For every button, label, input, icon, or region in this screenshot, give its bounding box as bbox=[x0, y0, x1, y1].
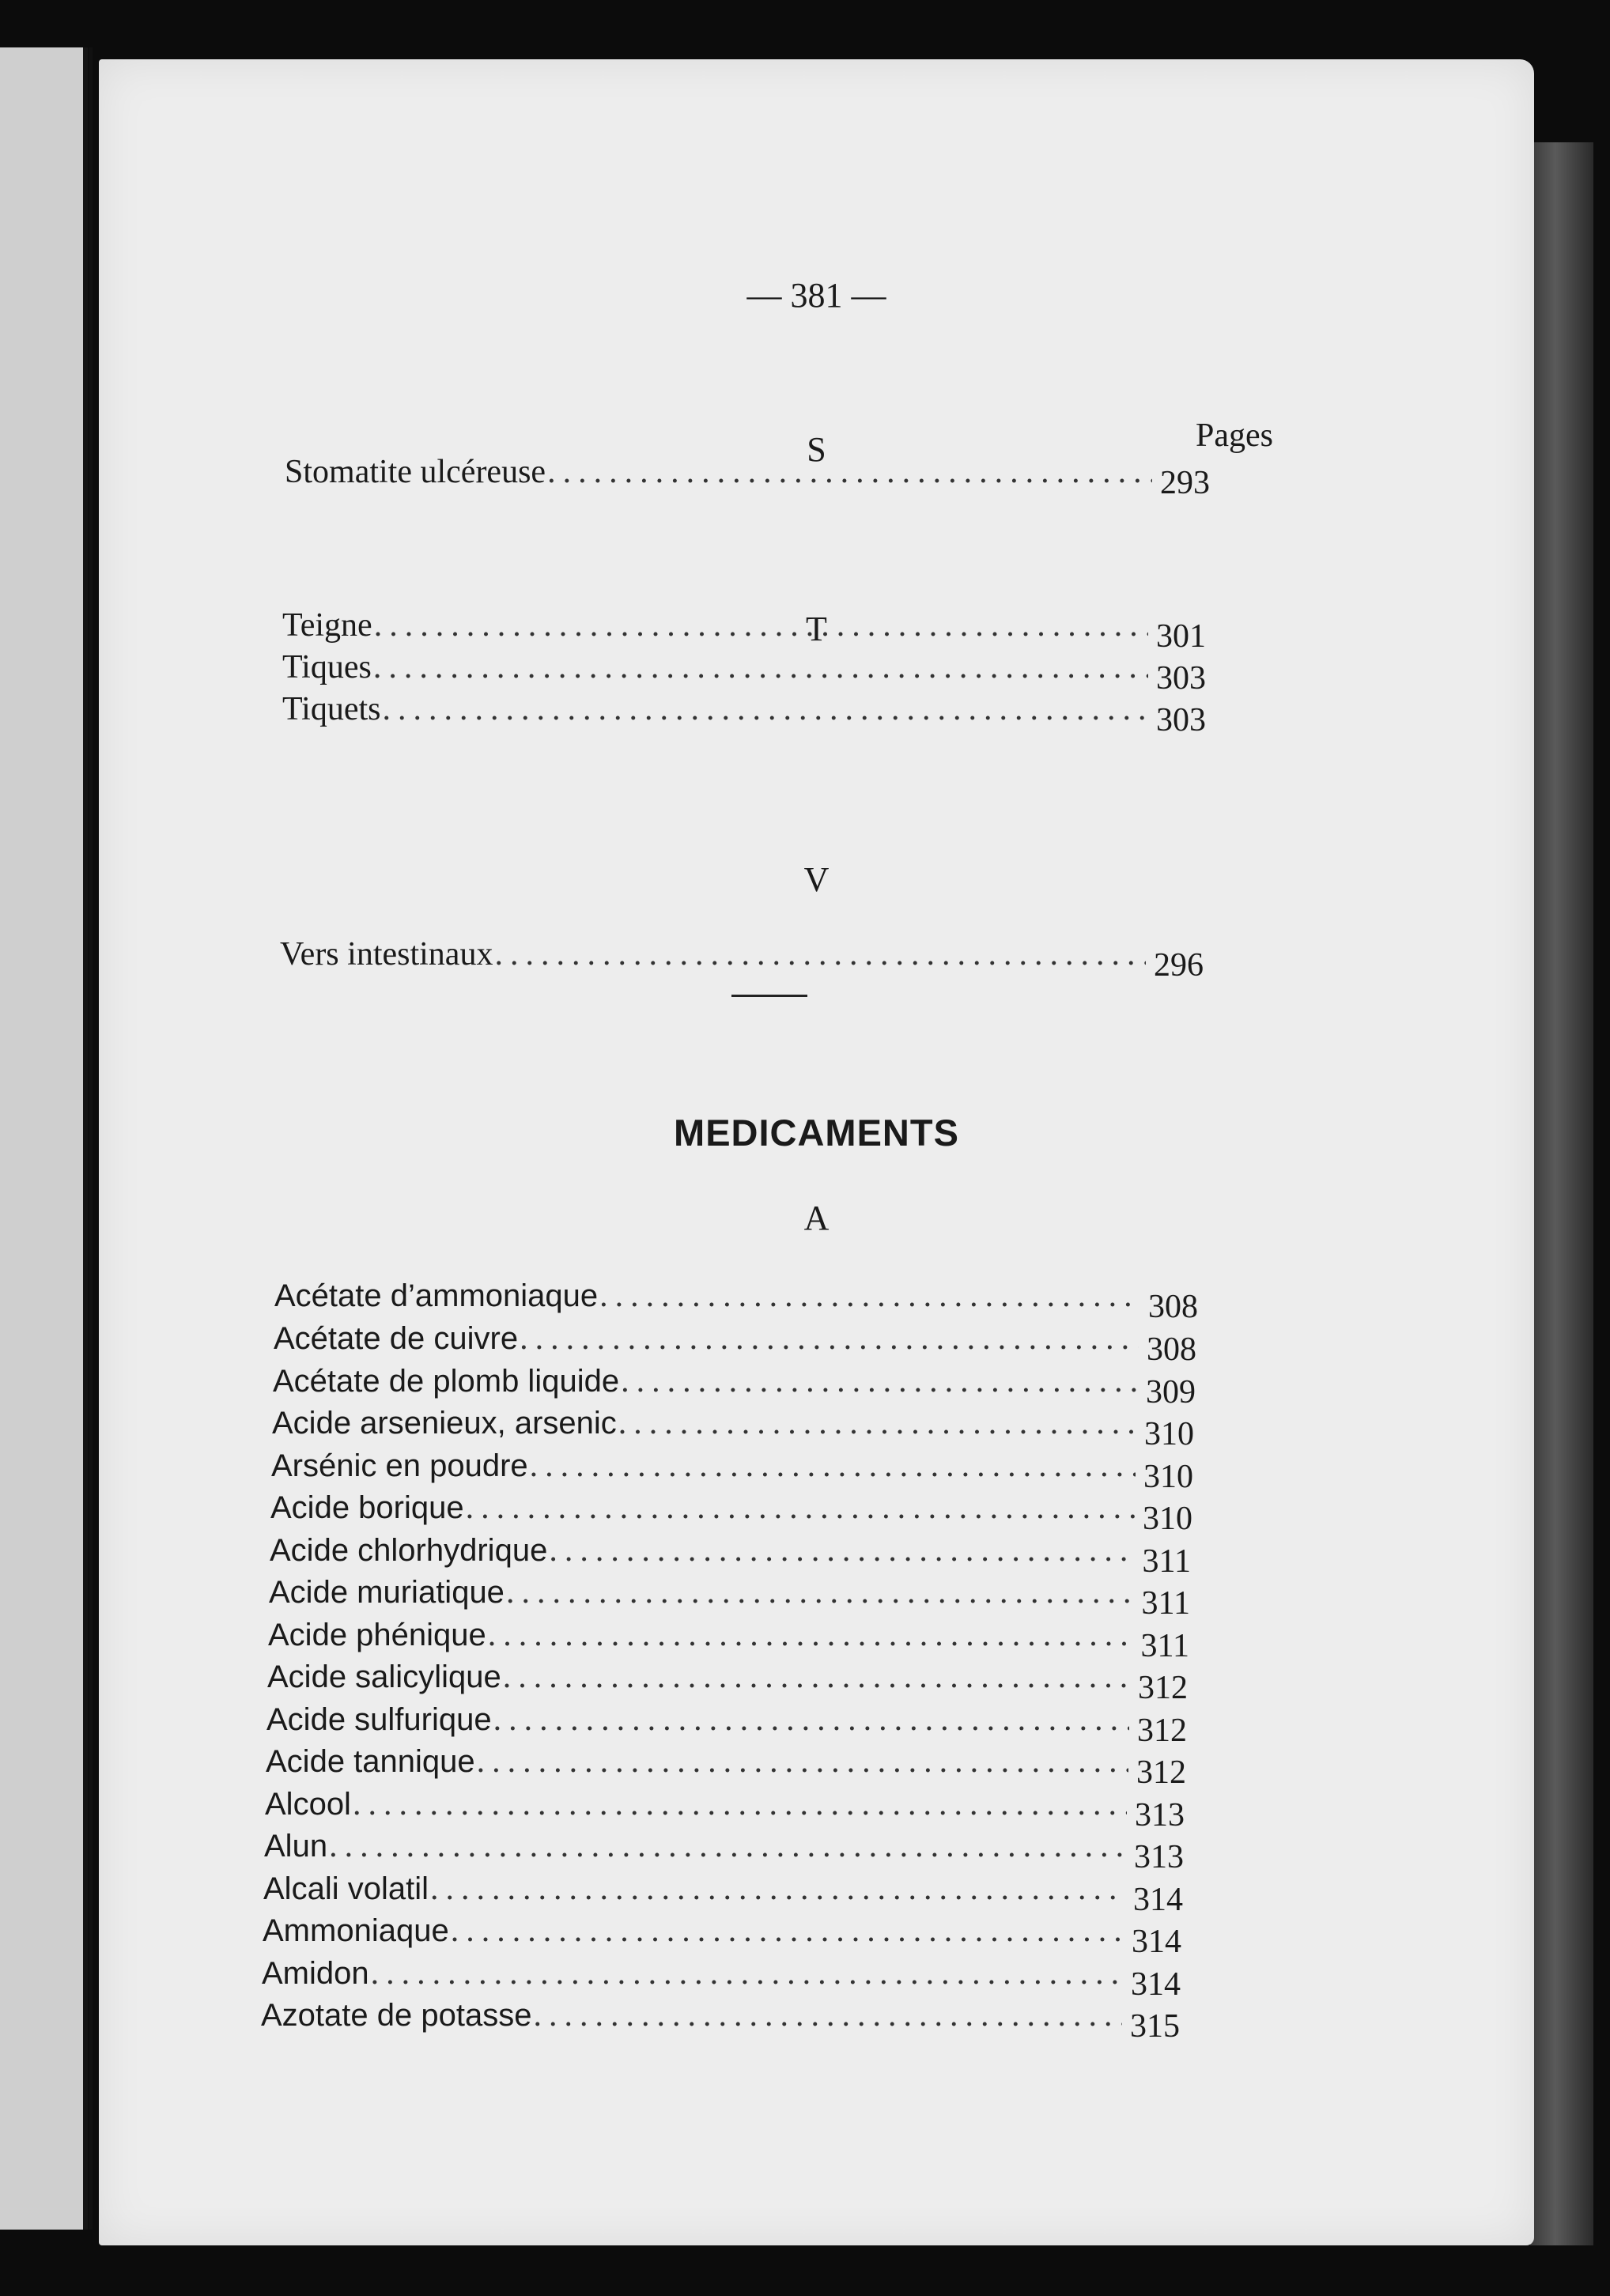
index-entry bbox=[268, 1616, 1189, 1664]
leader-dots bbox=[533, 1996, 1122, 2034]
entry-label: Tiquets bbox=[282, 691, 381, 727]
entry-label: Azotate de potasse bbox=[261, 1998, 532, 2033]
entry-page: 314 bbox=[1133, 1882, 1183, 1918]
entry-page: 314 bbox=[1132, 1924, 1181, 1960]
section-divider bbox=[731, 995, 807, 997]
entry-page: 296 bbox=[1154, 947, 1204, 984]
entry-page: 308 bbox=[1147, 1331, 1196, 1368]
index-entry bbox=[282, 690, 1206, 738]
index-entry bbox=[282, 648, 1206, 697]
index-entry bbox=[280, 935, 1204, 984]
entry-page: 310 bbox=[1144, 1416, 1194, 1452]
entry-label: Acide sulfurique bbox=[266, 1702, 492, 1737]
leader-dots bbox=[371, 1954, 1123, 1992]
index-entry bbox=[273, 1362, 1196, 1410]
index-entry bbox=[261, 1996, 1180, 2045]
entry-label: Vers intestinaux bbox=[280, 936, 493, 972]
index-entry bbox=[271, 1447, 1193, 1495]
entry-page: 310 bbox=[1143, 1501, 1192, 1537]
pages-column-label: Pages bbox=[1196, 417, 1273, 454]
entry-page: 312 bbox=[1138, 1670, 1188, 1706]
entry-label: Acétate de cuivre bbox=[274, 1321, 519, 1356]
index-entry bbox=[285, 453, 1210, 501]
index-entry bbox=[274, 1277, 1198, 1325]
section-letter-v: V bbox=[803, 860, 830, 899]
index-entry bbox=[270, 1531, 1191, 1580]
index-entry bbox=[270, 1489, 1192, 1537]
entry-page: 309 bbox=[1146, 1374, 1196, 1410]
page-stack-edge bbox=[1530, 142, 1593, 2245]
entry-page: 312 bbox=[1137, 1713, 1187, 1749]
entry-page: 315 bbox=[1130, 2008, 1180, 2045]
entry-page: 313 bbox=[1135, 1797, 1185, 1833]
section-letter-s: S bbox=[807, 430, 826, 469]
leader-dots bbox=[530, 1447, 1136, 1485]
entry-label: Stomatite ulcéreuse bbox=[285, 454, 546, 490]
index-entry bbox=[269, 1573, 1190, 1622]
book-page bbox=[99, 59, 1534, 2245]
leader-dots bbox=[329, 1827, 1126, 1865]
entry-page: 303 bbox=[1156, 660, 1206, 697]
leader-dots bbox=[477, 1743, 1128, 1781]
leader-dots bbox=[520, 1320, 1139, 1358]
entry-label: Arsénic en poudre bbox=[271, 1448, 528, 1483]
entry-label: Acide chlorhydrique bbox=[270, 1533, 548, 1568]
entry-label: Alcool bbox=[265, 1787, 351, 1822]
index-entry bbox=[264, 1827, 1184, 1875]
entry-label: Acide salicylique bbox=[267, 1660, 501, 1694]
index-entry bbox=[266, 1743, 1186, 1791]
leader-dots bbox=[621, 1362, 1138, 1400]
entry-page: 310 bbox=[1143, 1459, 1193, 1495]
leader-dots bbox=[503, 1658, 1130, 1696]
section-title: MEDICAMENTS bbox=[674, 1112, 959, 1154]
entry-label: Acide phénique bbox=[268, 1618, 486, 1652]
leader-dots bbox=[549, 1531, 1134, 1569]
entry-page: 311 bbox=[1140, 1628, 1189, 1664]
leader-dots bbox=[547, 453, 1152, 491]
entry-label: Ammoniaque bbox=[263, 1913, 449, 1948]
leader-dots bbox=[494, 935, 1146, 973]
left-page-edge bbox=[0, 47, 88, 2230]
entry-label: Alun bbox=[264, 1829, 328, 1864]
entry-page: 308 bbox=[1148, 1289, 1198, 1325]
entry-label: Acide borique bbox=[270, 1490, 464, 1525]
entry-page: 311 bbox=[1141, 1585, 1190, 1622]
leader-dots bbox=[506, 1573, 1134, 1611]
leader-dots bbox=[353, 1785, 1127, 1823]
entry-page: 313 bbox=[1134, 1839, 1184, 1875]
leader-dots bbox=[599, 1277, 1140, 1315]
index-entry bbox=[267, 1658, 1188, 1706]
index-entry bbox=[266, 1701, 1187, 1749]
index-entry bbox=[274, 1320, 1196, 1368]
leader-dots bbox=[373, 648, 1148, 686]
leader-dots bbox=[466, 1489, 1135, 1527]
entry-label: Tiques bbox=[282, 649, 372, 685]
entry-label: Alcali volatil bbox=[263, 1871, 429, 1906]
index-entry bbox=[263, 1912, 1181, 1960]
leader-dots bbox=[374, 606, 1148, 644]
index-entry bbox=[263, 1870, 1183, 1918]
leader-dots bbox=[383, 690, 1148, 728]
section-letter-a: A bbox=[803, 1199, 830, 1237]
entry-label: Acétate de plomb liquide bbox=[273, 1364, 620, 1399]
entry-page: 312 bbox=[1136, 1754, 1186, 1791]
leader-dots bbox=[451, 1912, 1124, 1950]
leader-dots bbox=[430, 1870, 1125, 1908]
index-entry bbox=[262, 1954, 1181, 2003]
entry-label: Acétate d’ammoniaque bbox=[274, 1278, 599, 1313]
leader-dots bbox=[618, 1404, 1136, 1442]
entry-page: 303 bbox=[1156, 702, 1206, 738]
index-entry bbox=[265, 1785, 1185, 1833]
entry-page: 293 bbox=[1160, 465, 1210, 501]
leader-dots bbox=[493, 1701, 1129, 1739]
leader-dots bbox=[488, 1616, 1133, 1654]
entry-label: Teigne bbox=[282, 607, 372, 644]
entry-page: 311 bbox=[1142, 1543, 1191, 1580]
entry-label: Acide tannique bbox=[266, 1744, 475, 1779]
index-entry bbox=[282, 606, 1206, 655]
entry-label: Amidon bbox=[262, 1956, 369, 1991]
entry-page: 301 bbox=[1156, 618, 1206, 655]
entry-page: 314 bbox=[1131, 1966, 1181, 2003]
book-spine bbox=[89, 47, 93, 2230]
entry-label: Acide muriatique bbox=[269, 1575, 505, 1610]
section-letter-t: T bbox=[806, 610, 827, 648]
entry-label: Acide arsenieux, arsenic bbox=[272, 1406, 617, 1441]
index-entry bbox=[272, 1404, 1194, 1452]
page-number: — 381 — bbox=[746, 276, 886, 315]
